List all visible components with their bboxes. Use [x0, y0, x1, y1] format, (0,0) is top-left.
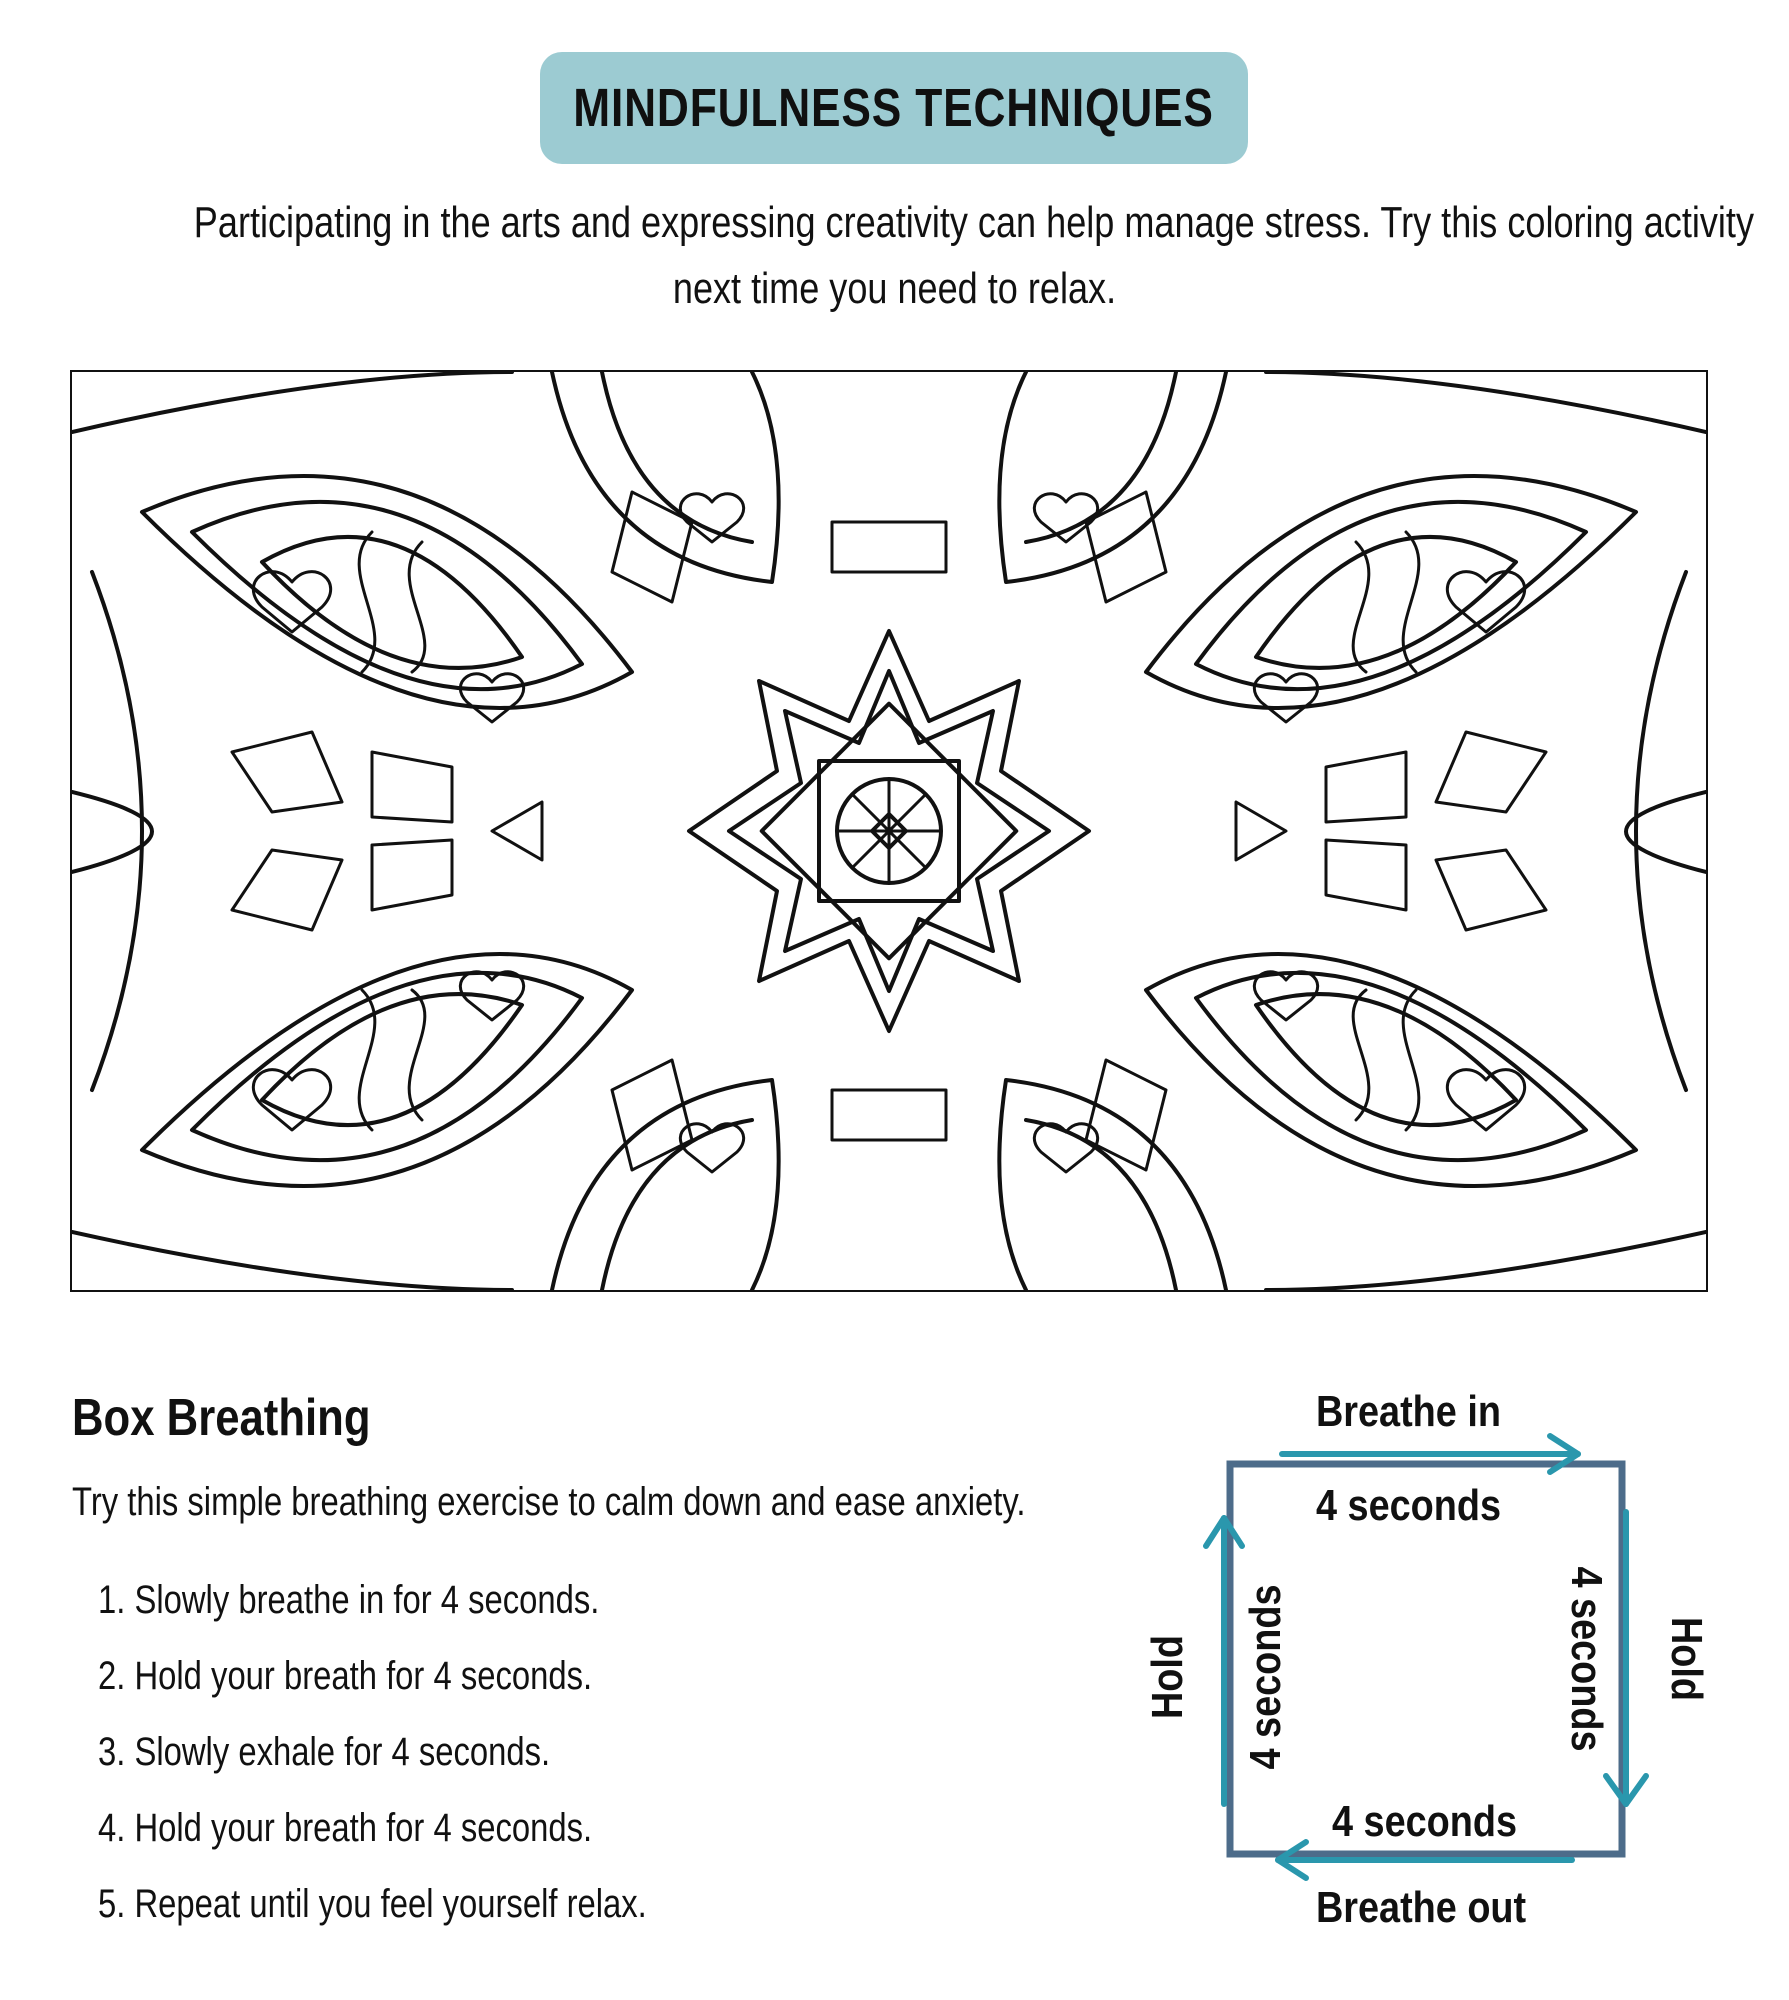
box-breathing-description: Try this simple breathing exercise to calm down and ease anxiety. [72, 1480, 1026, 1524]
top-duration: 4 seconds [1316, 1480, 1502, 1530]
bottom-duration: 4 seconds [1332, 1796, 1518, 1846]
bottom-arrow-icon [1278, 1842, 1572, 1878]
mandala-artwork [72, 372, 1706, 1290]
page-title: MINDFULNESS TECHNIQUES [573, 78, 1215, 138]
intro-paragraph [40, 190, 1754, 322]
box-breathing-svg [1110, 1372, 1730, 1942]
right-duration: 4 seconds [1562, 1566, 1612, 1752]
top-label: Breathe in [1316, 1386, 1501, 1436]
intro-line-1: Participating in the arts and expressing creativity can help manage stress. Try this coloring activity [193, 198, 1754, 247]
list-item: 1. Slowly breathe in for 4 seconds. [98, 1578, 600, 1622]
breathing-steps-list [98, 1562, 767, 1942]
left-duration: 4 seconds [1240, 1584, 1290, 1770]
bottom-label: Breathe out [1316, 1882, 1527, 1932]
intro-line-2: next time you need to relax. [672, 264, 1117, 313]
box-breathing-diagram [1110, 1372, 1730, 1942]
box-breathing-heading: Box Breathing [72, 1389, 371, 1447]
list-item: 5. Repeat until you feel yourself relax. [98, 1882, 647, 1926]
list-item: 4. Hold your breath for 4 seconds. [98, 1806, 593, 1850]
right-label: Hold [1662, 1616, 1712, 1702]
left-arrow-icon [1206, 1518, 1242, 1804]
list-item: 2. Hold your breath for 4 seconds. [98, 1654, 593, 1698]
left-label: Hold [1142, 1634, 1192, 1720]
coloring-mandala [70, 370, 1708, 1292]
title-banner [540, 52, 1248, 164]
list-item: 3. Slowly exhale for 4 seconds. [98, 1730, 551, 1774]
